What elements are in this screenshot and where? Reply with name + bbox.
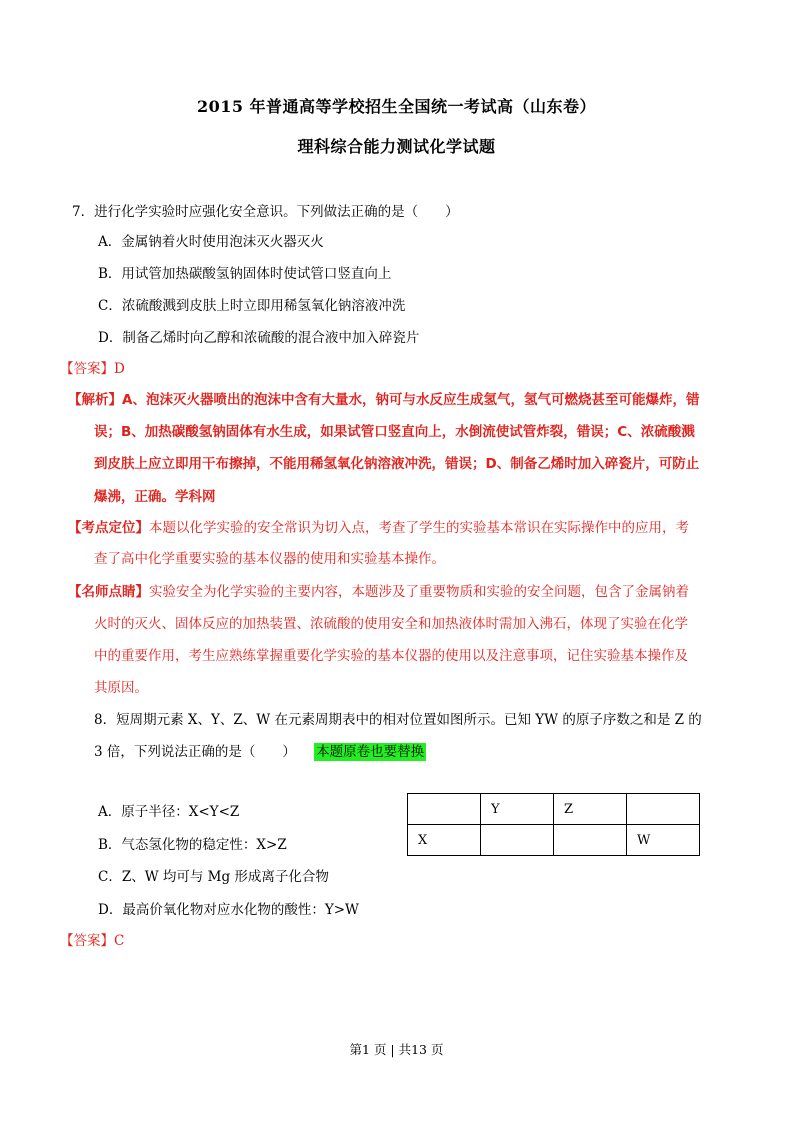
answer-label: 【答案】 bbox=[60, 361, 114, 377]
replace-note-highlight: 本题原卷也要替换 bbox=[316, 744, 425, 760]
q8-option-c: C．Z、W 均可与 Mg 形成离子化合物 bbox=[98, 869, 329, 885]
question-8-stem-text: 3 倍，下列说法正确的是（ ） bbox=[94, 744, 296, 760]
mingshi-label: 【名师点睛】 bbox=[68, 584, 149, 600]
q7-kaodian-line-2: 查了高中化学重要实验的基本仪器的使用和实验基本操作。 bbox=[94, 551, 445, 567]
q7-option-d: D．制备乙烯时向乙醇和浓硫酸的混合液中加入碎瓷片 bbox=[98, 330, 420, 346]
kaodian-text-1: 本题以化学实验的安全常识为切入点，考查了学生的实验基本常识在实际操作中的应用，考 bbox=[149, 520, 689, 536]
q8-option-a: A．原子半径：X<Y<Z bbox=[98, 804, 240, 820]
table-row bbox=[408, 825, 700, 856]
page-footer: 第1 页 | 共13 页 bbox=[349, 1042, 444, 1057]
q7-mingshi-line-4: 其原因。 bbox=[94, 680, 148, 696]
q7-analysis-line-4: 爆沸，正确。学科网 bbox=[94, 489, 216, 505]
q8-answer bbox=[60, 929, 124, 949]
table-cell bbox=[554, 825, 627, 856]
q7-option-b: B．用试管加热碳酸氢钠固体时使试管口竖直向上 bbox=[98, 266, 392, 282]
q7-option-a: A．金属钠着火时使用泡沫灭火器灭火 bbox=[98, 234, 324, 250]
table-cell bbox=[481, 825, 554, 856]
q8-option-b: B．气态氢化物的稳定性：X>Z bbox=[98, 837, 287, 853]
answer-value: D bbox=[114, 361, 125, 377]
q8-option-d: D．最高价氧化物对应水化物的酸性：Y>W bbox=[98, 902, 359, 918]
answer-label: 【答案】 bbox=[60, 933, 114, 949]
table-row bbox=[408, 794, 700, 825]
q7-analysis-line-3: 到皮肤上应立即用干布擦掉，不能用稀氢氧化钠溶液冲洗，错误；D、制备乙烯时加入碎瓷片，可防止 bbox=[94, 456, 700, 472]
q7-analysis-line-1: 【解析】A、泡沫灭火器喷出的泡沫中含有大量水，钠可与水反应生成氢气，氢气可燃烧甚至可能爆炸，错 bbox=[68, 392, 700, 408]
exam-title: 2015 年普通高等学校招生全国统一考试高（山东卷） bbox=[196, 97, 597, 116]
table-cell: X bbox=[408, 825, 481, 856]
q7-option-c: C．浓硫酸溅到皮肤上时立即用稀氢氧化钠溶液冲洗 bbox=[98, 298, 406, 314]
exam-subtitle: 理科综合能力测试化学试题 bbox=[297, 137, 496, 156]
q7-mingshi-line-1 bbox=[68, 580, 689, 600]
q7-analysis-line-2: 误；B、加热碳酸氢钠固体有水生成，如果试管口竖直向上，水倒流使试管炸裂，错误；C、浓硫酸溅 bbox=[94, 424, 695, 440]
table-cell: Y bbox=[481, 794, 554, 825]
table-cell bbox=[408, 794, 481, 825]
q7-mingshi-line-3: 中的重要作用，考生应熟练掌握重要化学实验的基本仪器的使用以及注意事项，记住实验基本操作及 bbox=[94, 648, 688, 664]
table-cell: Z bbox=[554, 794, 627, 825]
table-cell bbox=[627, 794, 700, 825]
question-7-stem: 7．进行化学实验时应强化安全意识。下列做法正确的是（ ） bbox=[72, 204, 459, 220]
answer-value: C bbox=[114, 933, 125, 949]
q7-answer bbox=[60, 357, 125, 377]
q7-kaodian-line-1 bbox=[68, 516, 689, 536]
kaodian-label: 【考点定位】 bbox=[68, 520, 149, 536]
mingshi-text-1: 实验安全为化学实验的主要内容，本题涉及了重要物质和实验的安全问题，包含了金属钠着 bbox=[149, 584, 689, 600]
table-cell: W bbox=[627, 825, 700, 856]
question-8-stem-line-1: 8．短周期元素 X、Y、Z、W 在元素周期表中的相对位置如图所示。已知 YW 的原子序数之和是 Z 的 bbox=[94, 712, 702, 728]
q7-mingshi-line-2: 火时的灭火、固体反应的加热装置、浓硫酸的使用安全和加热液体时需加入沸石，体现了实验在化学 bbox=[94, 616, 688, 632]
periodic-table-fragment bbox=[407, 793, 700, 856]
question-8-stem-line-2 bbox=[94, 740, 426, 760]
